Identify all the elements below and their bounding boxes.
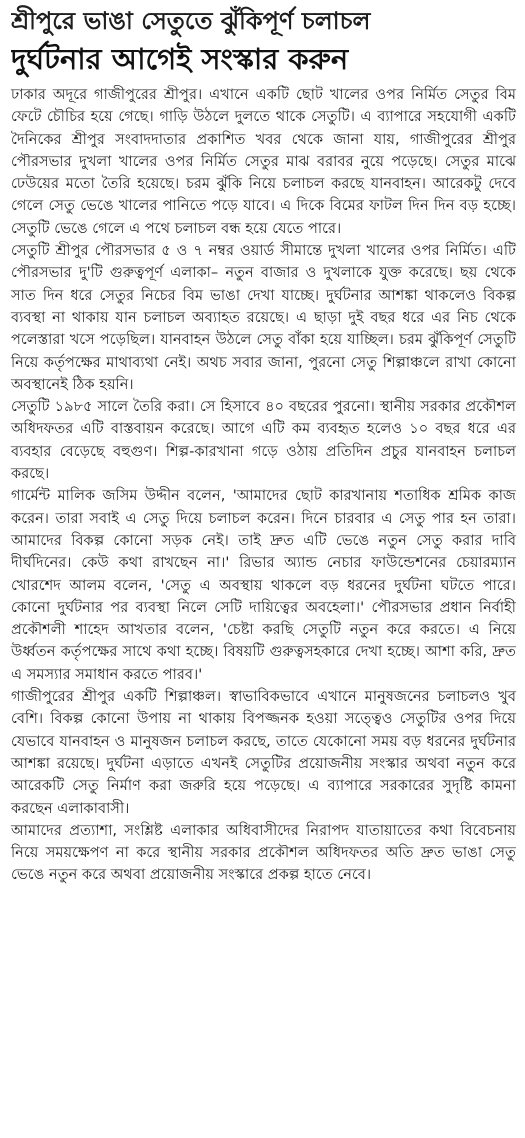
article-kicker: শ্রীপুরে ভাঙা সেতুতে ঝুঁকিপূর্ণ চলাচল <box>11 7 371 35</box>
article-headline: দুর্ঘটনার আগেই সংস্কার করুন <box>11 42 349 76</box>
article-paragraph: আমাদের প্রত্যাশা, সংশ্লিষ্ট এলাকার অধিবাসীদের নিরাপদ যাতায়াতের কথা বিবেচনায় নিয়ে সময়ক্ষেপণ না করে স্থানীয় সরকার প্রকৌশল অধিদফতর অতি দ্রুত ভাঙা সেতু ভেঙে নতুন করে অথবা প্রয়োজনীয় সংস্কারে প্রকল্প হাতে নেবে। <box>11 821 516 884</box>
article-paragraph: ঢাকার অদূরে গাজীপুরের শ্রীপুর। এখানে একটি ছোট খালের ওপর নির্মিত সেতুর বিম ফেটে চৌচির হয়ে গেছে। গাড়ি উঠলে দুলতে থাকে সেতুটি। এ ব্যাপারে সহযোগী একটি দৈনিকের শ্রীপুর সংবাদদাতার প্রকাশিত খবর থেকে জানা যায়, গাজীপুরের শ্রীপুর পৌরসভার দুখলা খালের ওপর নির্মিত সেতুর মাঝ বরাবর নুয়ে পড়েছে। সেতুর মাঝে ঢেউয়ের মতো তৈরি হয়েছে। চরম ঝুঁকি নিয়ে চলাচল করছে যানবাহন। আরেকটু দেবে গেলে সেতু ভেঙে খালের পানিতে পড়ে যাবে। এ দিকে বিমের ফাটল দিন দিন বড় হচ্ছে। সেতুটি ভেঙে গেলে এ পথে চলাচল বন্ধ হয়ে যেতে পারে। <box>11 86 516 237</box>
article-paragraph: সেতুটি শ্রীপুর পৌরসভার ৫ ও ৭ নম্বর ওয়ার্ড সীমান্তে দুখলা খালের ওপর নির্মিত। এটি পৌরসভার দু'টি গুরুত্বপূর্ণ এলাকা– নতুন বাজার ও দুখলাকে যুক্ত করেছে। ছয় থেকে সাত দিন ধরে সেতুর নিচের বিম ভাঙা দেখা যাচ্ছে। দুর্ঘটনার আশঙ্কা থাকলেও বিকল্প ব্যবস্থা না থাকায় যান চলাচল অব্যাহত রয়েছে। এ ছাড়া দুই বছর ধরে এর নিচ থেকে পলেস্তারা খসে পড়েছিল। যানবাহন উঠলে সেতু বাঁকা হয়ে যাচ্ছিল। চরম ঝুঁকিপূর্ণ সেতুটি নিয়ে কর্তৃপক্ষের মাথাব্যথা নেই। অথচ সবার জানা, পুরনো সেতু শিল্পাঞ্চলে রাখা কোনো অবস্থানেই ঠিক হয়নি। <box>11 242 516 393</box>
article-paragraph: গাজীপুরের শ্রীপুর একটি শিল্পাঞ্চল। স্বাভাবিকভাবে এখানে মানুষজনের চলাচলও খুব বেশি। বিকল্প কোনো উপায় না থাকায় বিপজ্জনক হওয়া সত্ত্বেও সেতুটির ওপর দিয়ে যেভাবে যানবাহন ও মানুষজন চলাচল করছে, তাতে যেকোনো সময় বড় ধরনের দুর্ঘটনার আশঙ্কা রয়েছে। দুর্ঘটনা এড়াতে এখনই সেতুটির প্রয়োজনীয় সংস্কার অথবা নতুন করে আরেকটি সেতু নির্মাণ করা জরুরি হয়ে পড়েছে। এ ব্যাপারে সরকারের সুদৃষ্টি কামনা করছেন এলাকাবাসী। <box>11 688 516 817</box>
article-body <box>11 84 516 887</box>
article-paragraph: সেতুটি ১৯৮৫ সালে তৈরি করা। সে হিসাবে ৪০ বছরের পুরনো। স্থানীয় সরকার প্রকৌশল অধিদফতর এটি বাস্তবায়ন করেছে। আগে এটি কম ব্যবহৃত হলেও ১০ বছর ধরে এর ব্যবহার বেড়েছে বহুগুণ। শিল্প-কারখানা গড়ে ওঠায় প্রতিদিন প্রচুর যানবাহন চলাচল করছে। <box>11 398 516 483</box>
article-paragraph: গার্মেন্ট মালিক জসিম উদ্দীন বলেন, 'আমাদের ছোট কারখানায় শতাধিক শ্রমিক কাজ করেন। তারা সবাই এ সেতু দিয়ে চলাচল করেন। দিনে চারবার এ সেতু পার হন তারা। আমাদের বিকল্প কোনো সড়ক নেই। তাই দ্রুত এটি ভেঙে নতুন সেতু করার দাবি দীর্ঘদিনের। কেউ কথা রাখছেন না।' রিভার অ্যান্ড নেচার ফাউন্ডেশনের চেয়ারম্যান খোরশেদ আলম বলেন, 'সেতু এ অবস্থায় থাকলে বড় ধরনের দুর্ঘটনা ঘটতে পারে। কোনো দুর্ঘটনার পর ব্যবস্থা নিলে সেটি দায়িত্বের অবহেলা।' পৌরসভার প্রধান নির্বাহী প্রকৌশলী শাহেদ আখতার বলেন, 'চেষ্টা করছি সেতুটি নতুন করে করতে। এ নিয়ে উর্ধ্বতন কর্তৃপক্ষের সাথে কথা হচ্ছে। বিষয়টি গুরুত্বসহকারে দেখা হচ্ছে। আশা করি, দ্রুত এ সমস্যার সমাধান করতে পারব।' <box>11 487 516 683</box>
